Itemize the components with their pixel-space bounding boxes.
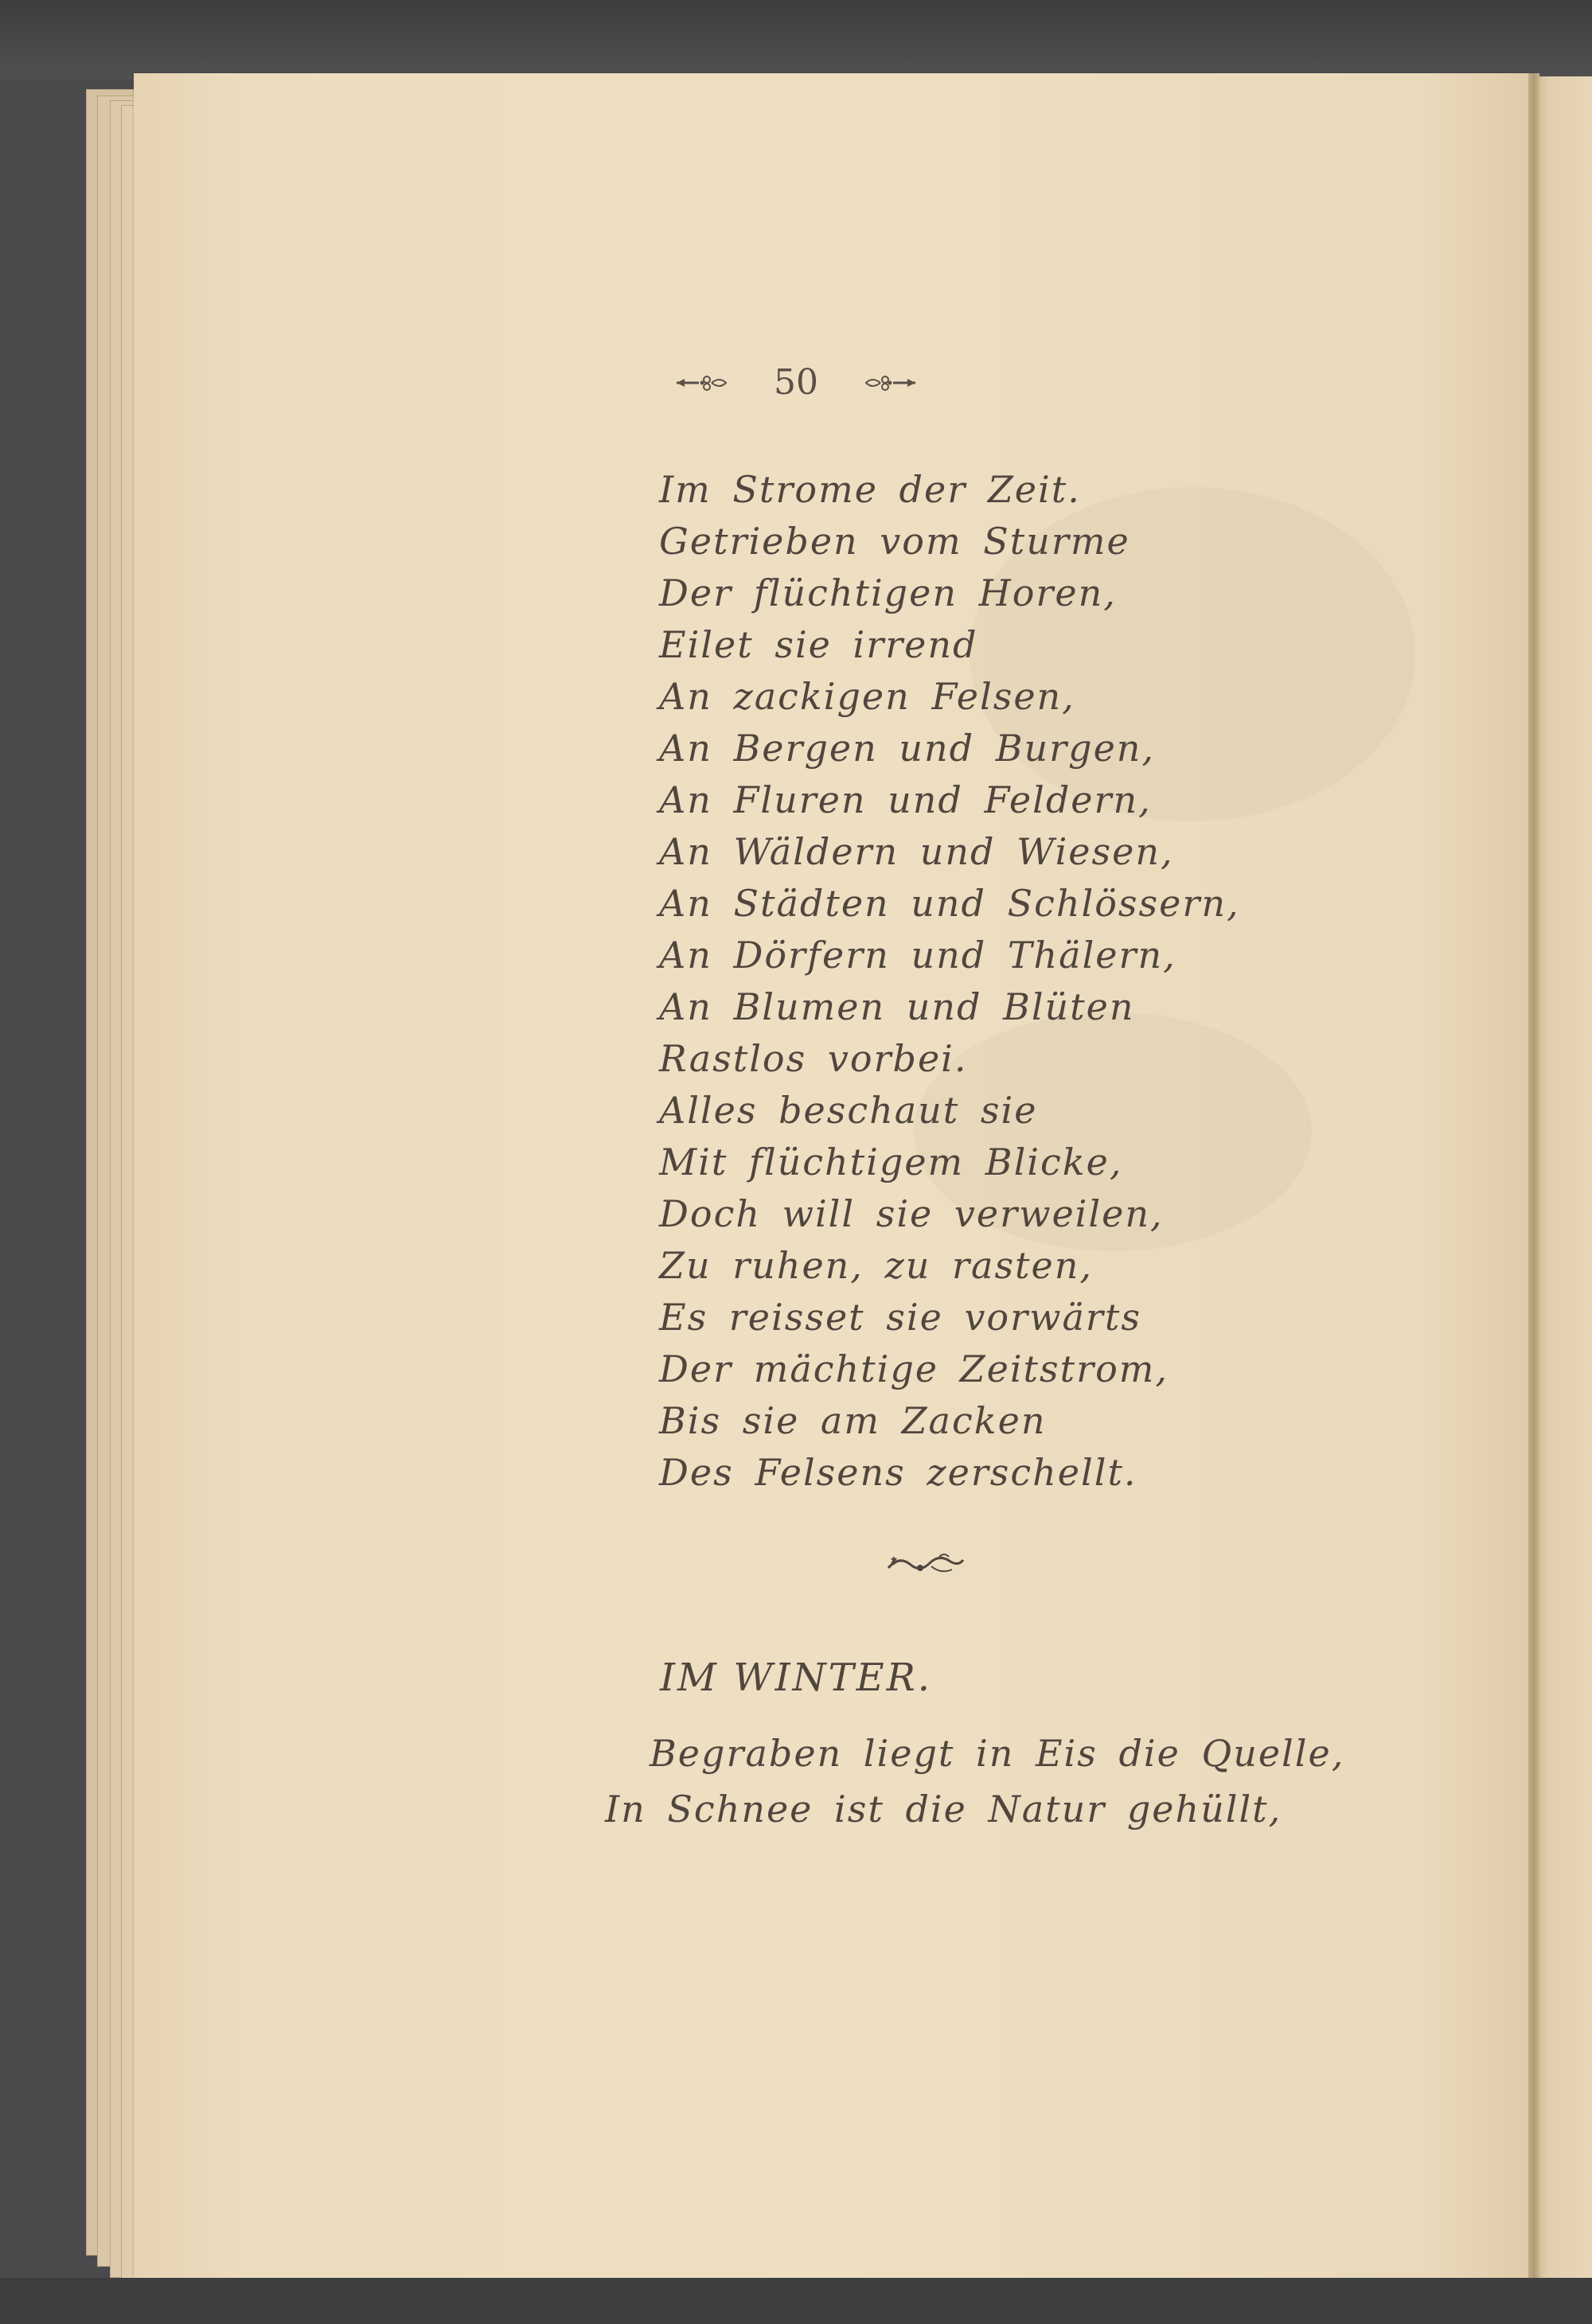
fleuron-left-icon <box>675 373 734 392</box>
poem-line: Im Strome der Zeit. <box>659 468 1081 511</box>
poem-line: An Blumen und Blüten <box>659 985 1135 1028</box>
page-number: 50 <box>774 362 818 403</box>
poem-line: Bis sie am Zacken <box>659 1399 1047 1442</box>
poem-line: An Fluren und Feldern, <box>659 778 1152 821</box>
page-header <box>0 360 1592 403</box>
poem-line: Des Felsens zerschellt. <box>659 1451 1137 1494</box>
poem-line: Getrieben vom Sturme <box>659 520 1130 563</box>
poem-line: Doch will sie verweilen, <box>659 1192 1164 1235</box>
poem-line: Der flüchtigen Horen, <box>659 571 1117 614</box>
poem-line: Zu ruhen, zu rasten, <box>659 1244 1094 1287</box>
poem-line: Alles beschaut sie <box>659 1089 1038 1132</box>
scanner-background-top <box>0 0 1592 80</box>
scanner-background-bottom <box>0 2278 1592 2324</box>
facing-page-edge <box>1535 76 1592 2324</box>
poem-line: Eilet sie irrend <box>659 623 978 666</box>
stanza-line: Begraben liegt in Eis die Quelle, <box>650 1732 1345 1775</box>
flourish-divider-icon <box>884 1550 966 1577</box>
poem-line: An Dörfern und Thälern, <box>659 934 1176 977</box>
book-gutter <box>1528 73 1539 2286</box>
poem-line: An Städten und Schlössern, <box>659 882 1240 925</box>
poem-line: An Bergen und Burgen, <box>659 727 1156 770</box>
poem-line: Rastlos vorbei. <box>659 1037 968 1080</box>
section-title: IM WINTER. <box>659 1655 933 1700</box>
poem-line: An Wäldern und Wiesen, <box>659 830 1174 873</box>
poem-line: An zackigen Felsen, <box>659 675 1075 718</box>
stanza-line: In Schnee ist die Natur gehüllt, <box>605 1788 1282 1831</box>
stanza-text <box>605 1725 1344 1837</box>
poem-line: Mit flüchtigem Blicke, <box>659 1141 1123 1183</box>
poem-line: Der mächtige Zeitstrom, <box>659 1347 1169 1390</box>
poem-text <box>659 464 1240 1499</box>
poem-line: Es reisset sie vorwärts <box>659 1296 1141 1339</box>
fleuron-right-icon <box>858 373 917 392</box>
